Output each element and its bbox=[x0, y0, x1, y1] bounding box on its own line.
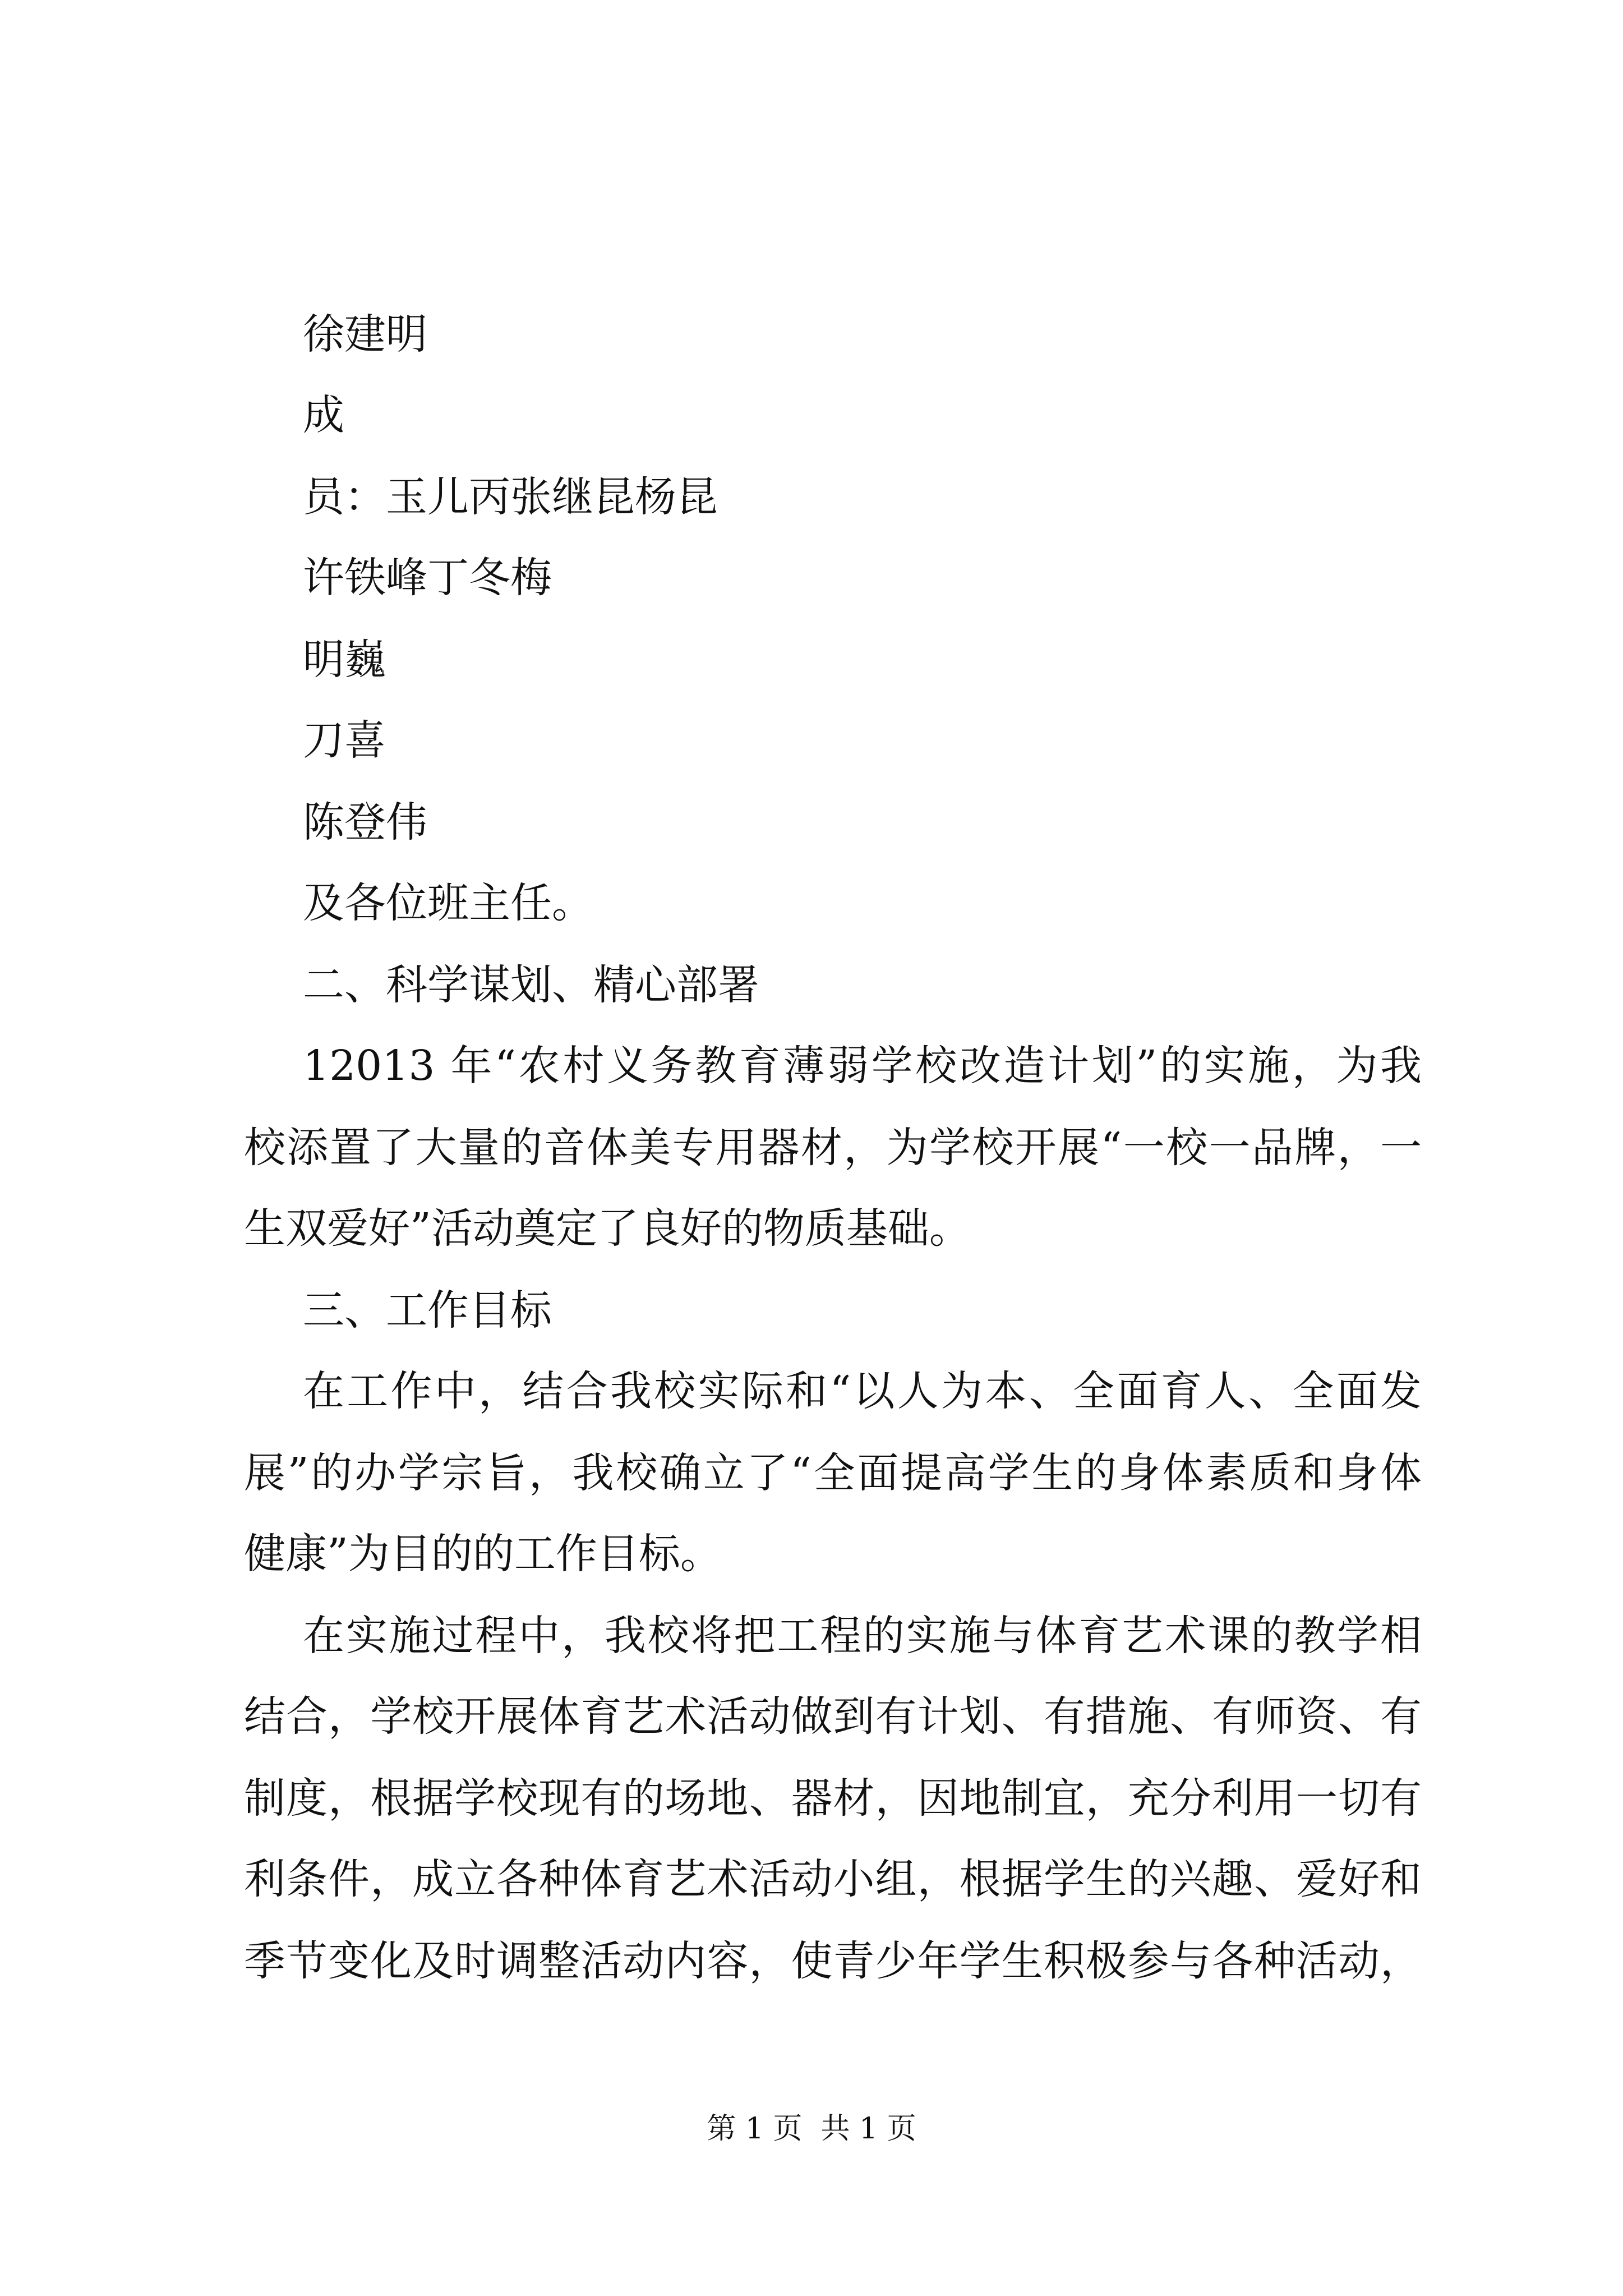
text-line: 员：玉儿丙张继昆杨昆 bbox=[303, 473, 718, 521]
paragraph-line: 结合，学校开展体育艺术活动做到有计划、有措施、有师资、有 bbox=[244, 1692, 1422, 1741]
text-line: 许铁峰丁冬梅 bbox=[303, 554, 552, 602]
paragraph-line: 制度，根据学校现有的场地、器材，因地制宜，充分利用一切有 bbox=[244, 1774, 1422, 1823]
paragraph-line: 展”的办学宗旨，我校确立了“全面提高学生的身体素质和身体 bbox=[244, 1449, 1422, 1497]
text-line: 徐建明 bbox=[303, 310, 427, 358]
paragraph-line: 季节变化及时调整活动内容，使青少年学生积极参与各种活动， bbox=[244, 1937, 1422, 1985]
text-line: 及各位班主任。 bbox=[303, 879, 593, 927]
text-line: 明巍 bbox=[303, 636, 386, 684]
paragraph-line: 健康”为目的的工作目标。 bbox=[244, 1530, 722, 1578]
text-line: 成 bbox=[303, 391, 344, 439]
page-footer: 第 1 页 共 1 页 bbox=[707, 2112, 916, 2146]
paragraph-line: 利条件，成立各种体育艺术活动小组，根据学生的兴趣、爱好和 bbox=[244, 1855, 1422, 1903]
paragraph-line: 在工作中，结合我校实际和“以人为本、全面育人、全面发 bbox=[303, 1367, 1422, 1415]
paragraph-line: 在实施过程中，我校将把工程的实施与体育艺术课的教学相 bbox=[303, 1612, 1422, 1660]
section-heading: 二、科学谋划、精心部署 bbox=[303, 961, 759, 1009]
text-line: 陈登伟 bbox=[303, 798, 427, 846]
text-line: 刀喜 bbox=[303, 716, 386, 765]
paragraph-line: 校添置了大量的音体美专用器材，为学校开展“一校一品牌，一 bbox=[244, 1124, 1422, 1172]
paragraph-line: 生双爱好”活动奠定了良好的物质基础。 bbox=[244, 1204, 971, 1253]
paragraph-line: 12013 年“农村义务教育薄弱学校改造计划”的实施，为我 bbox=[303, 1042, 1422, 1090]
section-heading: 三、工作目标 bbox=[303, 1286, 552, 1335]
